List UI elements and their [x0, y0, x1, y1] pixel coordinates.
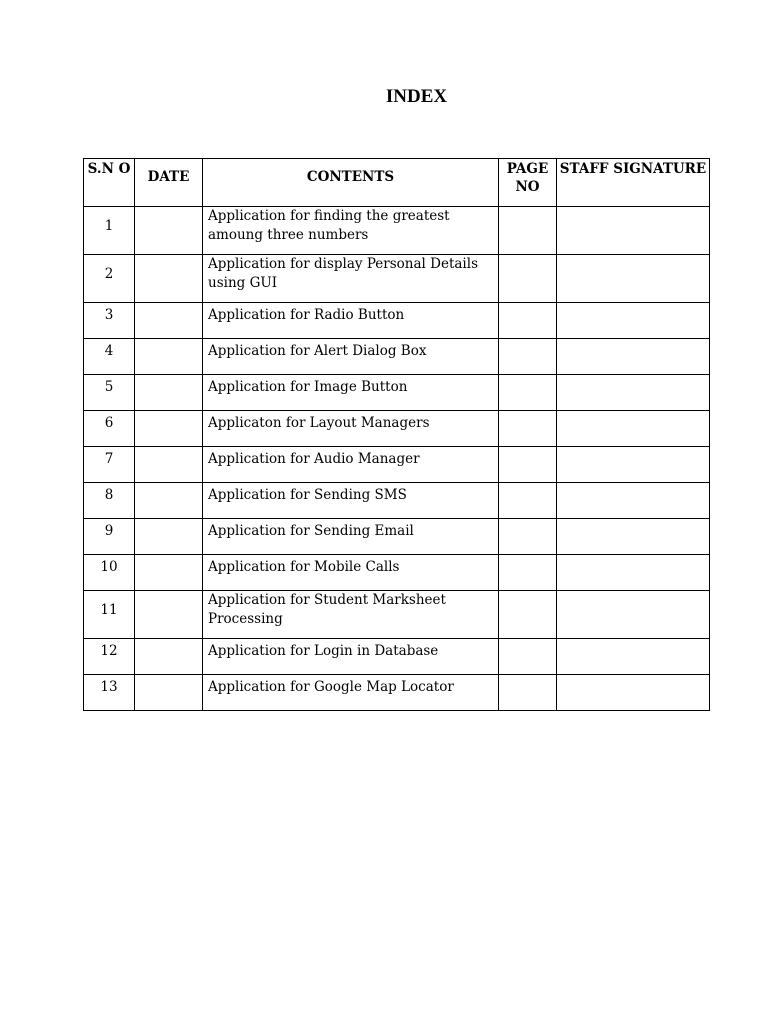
signature-cell [557, 591, 710, 639]
page-no-cell [499, 303, 557, 339]
signature-cell [557, 639, 710, 675]
page-no-cell [499, 483, 557, 519]
contents-cell: Application for display Personal Details using GUI [203, 255, 499, 303]
sno-cell: 8 [84, 483, 135, 519]
sno-cell: 4 [84, 339, 135, 375]
signature-cell [557, 411, 710, 447]
table-row [84, 639, 710, 675]
table-row [84, 303, 710, 339]
contents-cell: Application for Radio Button [203, 303, 499, 339]
header-page-no: PAGE NO [499, 159, 557, 207]
date-cell [135, 519, 203, 555]
sno-cell: 10 [84, 555, 135, 591]
table-row [84, 591, 710, 639]
contents-cell: Application for Login in Database [203, 639, 499, 675]
table-row [84, 339, 710, 375]
date-cell [135, 555, 203, 591]
date-cell [135, 411, 203, 447]
date-cell [135, 447, 203, 483]
date-cell [135, 639, 203, 675]
signature-cell [557, 447, 710, 483]
page-no-cell [499, 519, 557, 555]
table-row [84, 207, 710, 255]
table-header-row [84, 159, 710, 207]
sno-cell: 3 [84, 303, 135, 339]
contents-cell: Application for Image Button [203, 375, 499, 411]
header-staff-signature: STAFF SIGNATURE [557, 159, 710, 207]
sno-cell: 1 [84, 207, 135, 255]
index-table [83, 158, 710, 711]
table-row [84, 675, 710, 711]
signature-cell [557, 519, 710, 555]
date-cell [135, 255, 203, 303]
table-body [84, 207, 710, 711]
date-cell [135, 207, 203, 255]
date-cell [135, 303, 203, 339]
page-no-cell [499, 591, 557, 639]
contents-cell: Application for Google Map Locator [203, 675, 499, 711]
signature-cell [557, 303, 710, 339]
contents-cell: Application for Sending Email [203, 519, 499, 555]
table-row [84, 447, 710, 483]
table-row [84, 411, 710, 447]
contents-cell: Application for Sending SMS [203, 483, 499, 519]
header-sno: S.N O [84, 159, 135, 207]
sno-cell: 6 [84, 411, 135, 447]
date-cell [135, 675, 203, 711]
table-row [84, 375, 710, 411]
signature-cell [557, 483, 710, 519]
sno-cell: 2 [84, 255, 135, 303]
page-no-cell [499, 639, 557, 675]
date-cell [135, 483, 203, 519]
page-no-cell [499, 675, 557, 711]
signature-cell [557, 255, 710, 303]
sno-cell: 13 [84, 675, 135, 711]
contents-cell: Application for Mobile Calls [203, 555, 499, 591]
contents-cell: Applicaton for Layout Managers [203, 411, 499, 447]
contents-cell: Application for Student Marksheet Processing [203, 591, 499, 639]
page-no-cell [499, 375, 557, 411]
table-row [84, 255, 710, 303]
sno-cell: 5 [84, 375, 135, 411]
table-row [84, 483, 710, 519]
page-no-cell [499, 411, 557, 447]
contents-cell: Application for Audio Manager [203, 447, 499, 483]
signature-cell [557, 555, 710, 591]
signature-cell [557, 675, 710, 711]
signature-cell [557, 375, 710, 411]
contents-cell: Application for finding the greatest amoung three numbers [203, 207, 499, 255]
sno-cell: 11 [84, 591, 135, 639]
sno-cell: 9 [84, 519, 135, 555]
page-no-cell [499, 339, 557, 375]
page-no-cell [499, 447, 557, 483]
page-no-cell [499, 207, 557, 255]
contents-cell: Application for Alert Dialog Box [203, 339, 499, 375]
table-row [84, 555, 710, 591]
header-contents: CONTENTS [203, 159, 499, 207]
page-no-cell [499, 255, 557, 303]
date-cell [135, 339, 203, 375]
date-cell [135, 591, 203, 639]
signature-cell [557, 207, 710, 255]
table-row [84, 519, 710, 555]
sno-cell: 7 [84, 447, 135, 483]
header-date: DATE [135, 159, 203, 207]
date-cell [135, 375, 203, 411]
sno-cell: 12 [84, 639, 135, 675]
page-no-cell [499, 555, 557, 591]
page-title: INDEX [385, 86, 448, 107]
signature-cell [557, 339, 710, 375]
